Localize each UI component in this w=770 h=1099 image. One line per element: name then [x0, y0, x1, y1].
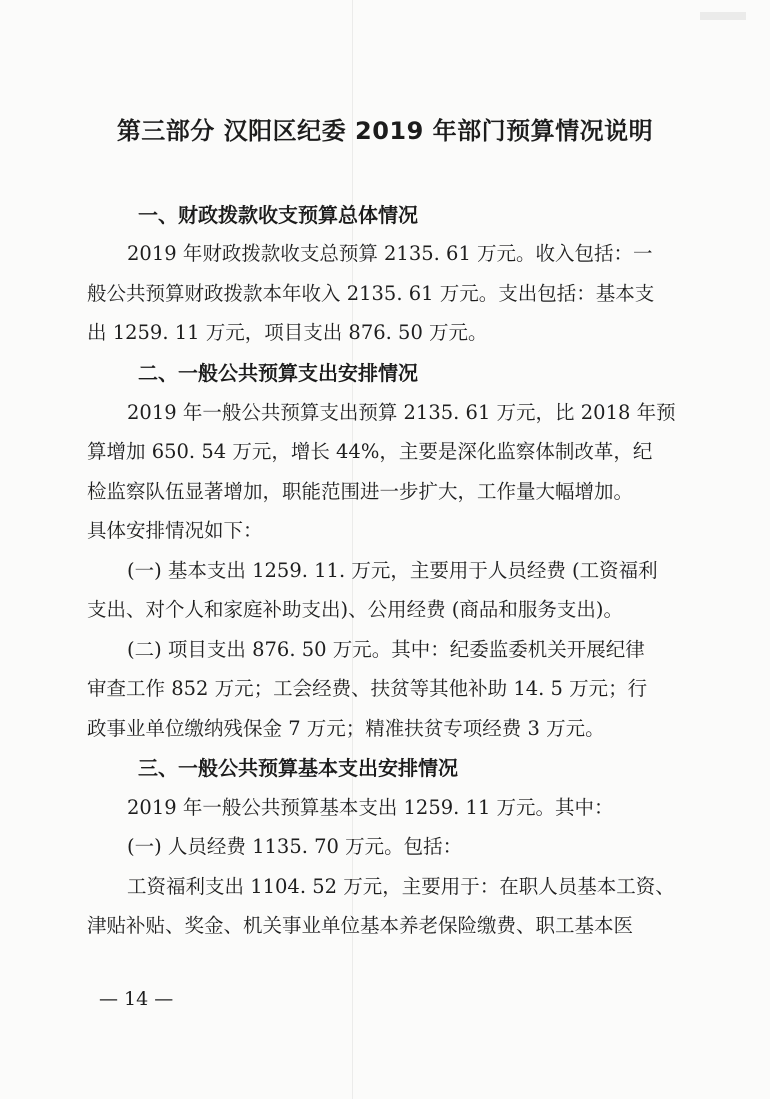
scan-mark — [700, 12, 746, 20]
paragraph-line: 支出、对个人和家庭补助支出)、公用经费 (商品和服务支出)。 — [87, 598, 624, 621]
paragraph-line: 2019 年一般公共预算支出预算 2135. 61 万元，比 2018 年预 — [127, 401, 676, 424]
paragraph-line: 津贴补贴、奖金、机关事业单位基本养老保险缴费、职工基本医 — [87, 914, 634, 937]
paragraph-line: 具体安排情况如下： — [87, 519, 263, 542]
paragraph-line: 工资福利支出 1104. 52 万元，主要用于：在职人员基本工资、 — [127, 875, 675, 898]
paragraph-line: (一) 基本支出 1259. 11. 万元，主要用于人员经费 (工资福利 — [127, 559, 658, 582]
paragraph-line: 般公共预算财政拨款本年收入 2135. 61 万元。支出包括：基本支 — [87, 282, 655, 305]
section-heading-2: 二、一般公共预算支出安排情况 — [138, 361, 418, 385]
paragraph-line: 2019 年财政拨款收支总预算 2135. 61 万元。收入包括：一 — [127, 242, 653, 265]
page-title: 第三部分 汉阳区纪委 2019 年部门预算情况说明 — [116, 117, 654, 145]
paragraph-line: (一) 人员经费 1135. 70 万元。包括： — [127, 835, 463, 858]
section-heading-1: 一、财政拨款收支预算总体情况 — [138, 203, 418, 227]
paragraph-line: 算增加 650. 54 万元，增长 44%，主要是深化监察体制改革，纪 — [87, 440, 653, 463]
paragraph-line: 政事业单位缴纳残保金 7 万元；精准扶贫专项经费 3 万元。 — [87, 717, 605, 740]
page-number: — 14 — — [99, 988, 174, 1010]
paragraph-line: 检监察队伍显著增加，职能范围进一步扩大，工作量大幅增加。 — [87, 480, 634, 503]
section-heading-3: 三、一般公共预算基本支出安排情况 — [138, 756, 458, 780]
paragraph-line: 审查工作 852 万元；工会经费、扶贫等其他补助 14. 5 万元；行 — [87, 677, 648, 700]
paragraph-line: (二) 项目支出 876. 50 万元。其中：纪委监委机关开展纪律 — [127, 638, 645, 661]
paragraph-line: 出 1259. 11 万元，项目支出 876. 50 万元。 — [87, 321, 488, 344]
paragraph-line: 2019 年一般公共预算基本支出 1259. 11 万元。其中： — [127, 796, 614, 819]
